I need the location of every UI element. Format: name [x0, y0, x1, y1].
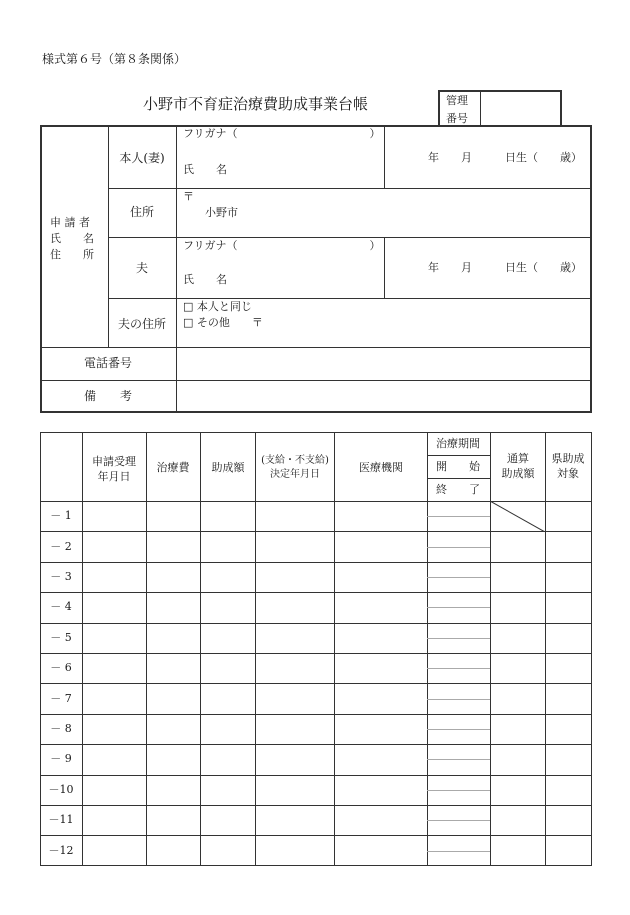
header-period: 治療期間: [436, 437, 480, 450]
table-row[interactable]: [40, 623, 592, 653]
header-prefecture: 県助成: [551, 452, 585, 465]
row-number: － 9: [50, 752, 72, 766]
period-divider: [427, 820, 490, 821]
section-label-applicant: 申 請 者: [50, 216, 90, 229]
phone-field[interactable]: [180, 350, 588, 378]
period-divider: [427, 699, 490, 700]
table-row[interactable]: [40, 835, 592, 865]
phone-label: 電話番号: [83, 356, 133, 370]
table-row[interactable]: [40, 531, 592, 561]
table-row[interactable]: [40, 592, 592, 622]
section-label-address: 住 所: [50, 248, 94, 261]
table-row[interactable]: [40, 714, 592, 744]
table-row[interactable]: [40, 653, 592, 683]
table-row[interactable]: [40, 683, 592, 713]
postal-mark: 〒: [183, 190, 194, 203]
header-treatment-cost: 治療費: [156, 461, 190, 474]
husband-birthdate-field[interactable]: 年 月 日生（ 歳）: [428, 261, 582, 274]
management-label-bottom: 番号: [446, 112, 468, 125]
header-receipt-date: 年月日: [97, 470, 131, 483]
remarks-field[interactable]: [180, 383, 588, 410]
period-divider: [427, 790, 490, 791]
period-divider: [427, 577, 490, 578]
header-decision: (支給・不支給): [261, 455, 329, 466]
header-cumulative-amount: 助成額: [501, 467, 535, 480]
row-number: － 8: [50, 722, 72, 735]
table-row[interactable]: [40, 744, 592, 774]
management-number-field[interactable]: [483, 93, 559, 125]
row-number: － 4: [50, 600, 72, 614]
remarks-label: 備 考: [83, 389, 133, 403]
row-number: － 1: [50, 509, 72, 523]
header-receipt: 申請受理: [92, 455, 136, 468]
form-number: 様式第６号（第８条関係）: [42, 52, 187, 66]
header-prefecture-target: 対象: [557, 467, 579, 480]
period-divider: [427, 759, 490, 760]
row-number: －11: [48, 813, 74, 827]
period-divider: [427, 668, 490, 669]
address-label: 住所: [129, 205, 155, 219]
row-number: － 3: [50, 570, 72, 583]
furigana-field[interactable]: フリガナ（ ）: [183, 127, 381, 140]
husband-label: 夫: [135, 261, 149, 275]
husband-name-label: 氏 名: [183, 273, 227, 286]
table-row[interactable]: [40, 775, 592, 805]
name-label: 氏 名: [183, 163, 227, 176]
table-row[interactable]: [40, 805, 592, 835]
page-title: 小野市不育症治療費助成事業台帳: [143, 95, 369, 113]
header-subsidy: 助成額: [211, 461, 245, 474]
header-start: 開 始: [436, 460, 480, 473]
city-name: 小野市: [205, 206, 238, 219]
option-other-checkbox[interactable]: □ その他 〒: [183, 316, 263, 329]
period-divider: [427, 607, 490, 608]
section-label-name: 氏 名: [50, 232, 94, 245]
row-number: － 5: [50, 630, 72, 644]
management-label-top: 管理: [446, 94, 468, 107]
row-number: －10: [48, 782, 74, 796]
row-number: － 7: [50, 691, 72, 705]
period-divider: [427, 516, 490, 517]
row-number: － 2: [50, 539, 72, 553]
self-label: 本人(妻): [119, 151, 165, 165]
period-divider: [427, 638, 490, 639]
header-cumulative: 通算: [507, 452, 529, 465]
period-divider: [427, 729, 490, 730]
option-same-checkbox[interactable]: □ 本人と同じ: [183, 300, 252, 313]
husband-furigana-field[interactable]: フリガナ（ ）: [183, 239, 381, 252]
row-number: －12: [48, 843, 74, 857]
period-divider: [427, 547, 490, 548]
table-row[interactable]: [40, 501, 592, 531]
row-number: － 6: [50, 661, 72, 675]
header-institution: 医療機関: [359, 461, 403, 474]
birthdate-field[interactable]: 年 月 日生（ 歳）: [428, 151, 582, 164]
header-decision-date: 決定年月日: [270, 469, 320, 480]
husband-address-label: 夫の住所: [117, 317, 167, 331]
table-row[interactable]: [40, 562, 592, 592]
header-end: 終 了: [436, 483, 480, 496]
period-divider: [427, 851, 490, 852]
